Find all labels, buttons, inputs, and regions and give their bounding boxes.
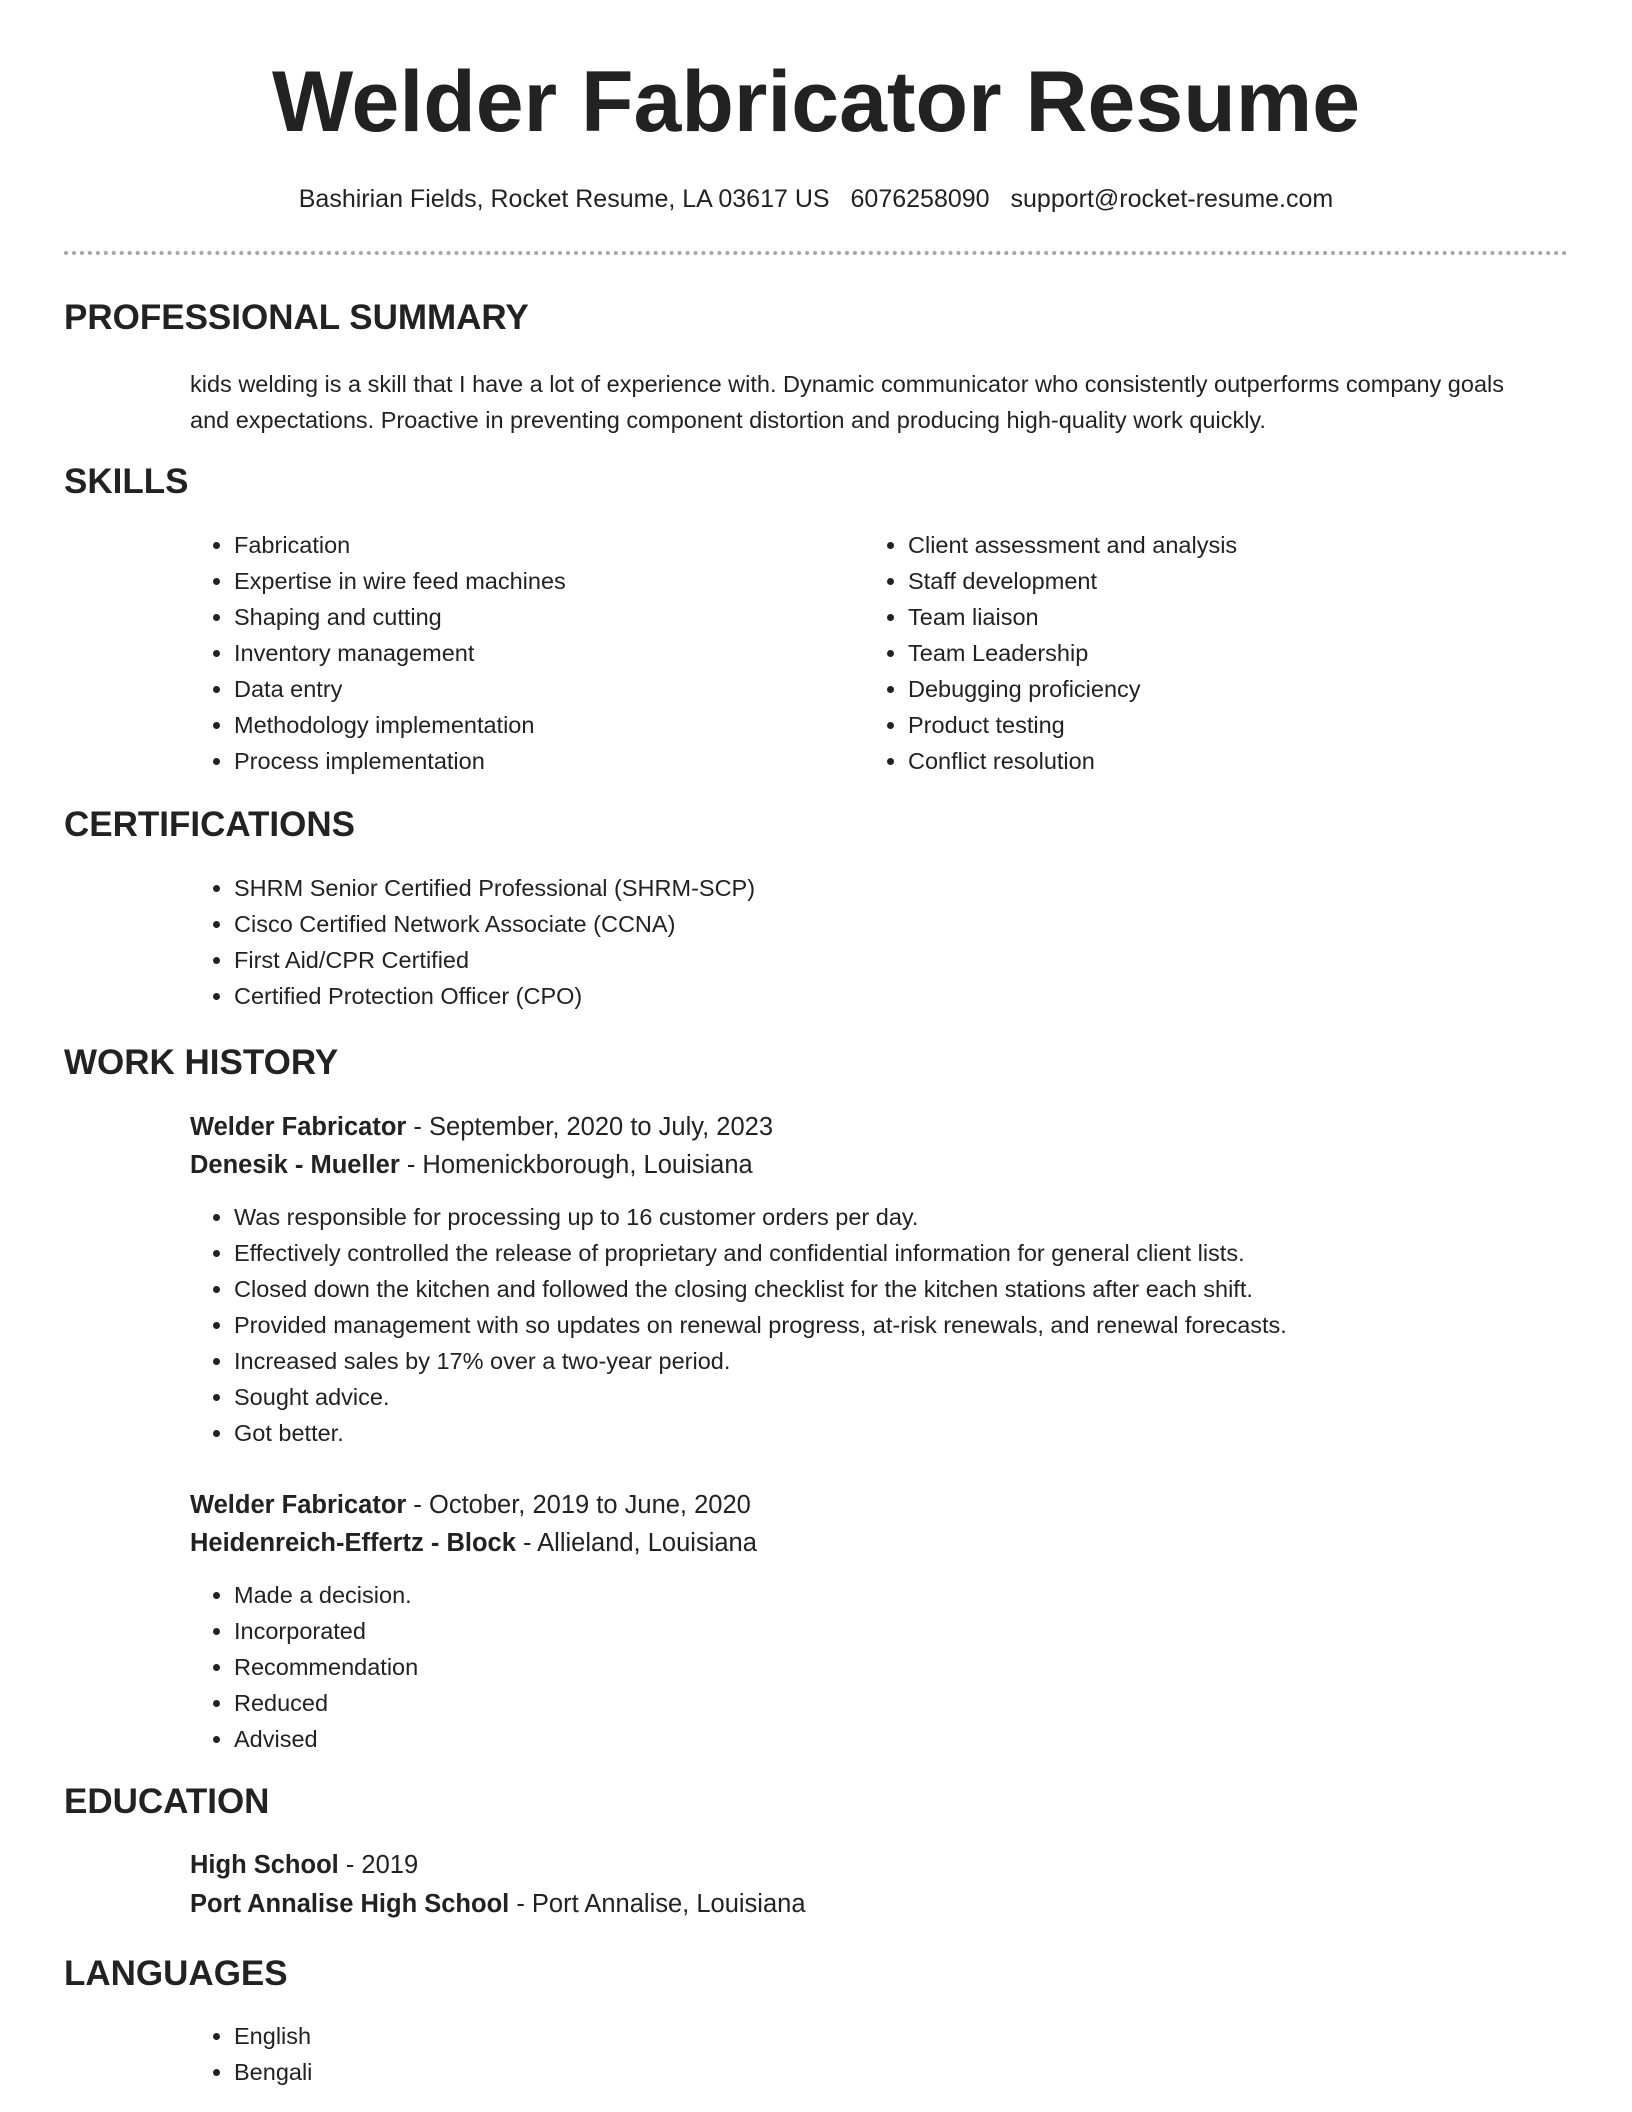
job-bullet: • Recommendation (234, 1649, 418, 1685)
language-item: • Bengali (234, 2054, 312, 2090)
job-1-bullets (190, 1199, 1287, 1451)
job-bullet: • Advised (234, 1721, 418, 1757)
job-bullet: • Closed down the kitchen and followed the closing checklist for the kitchen stations after each shift. (234, 1271, 1287, 1307)
job-bullet: • Reduced (234, 1685, 418, 1721)
skill-item: • Process implementation (234, 743, 566, 779)
education-heading: EDUCATION (64, 1782, 270, 1821)
skill-item: • Team liaison (908, 599, 1237, 635)
job-dates: - October, 2019 to June, 2020 (406, 1491, 751, 1519)
job-2-bullets (190, 1577, 418, 1757)
job-2-company-line (190, 1524, 757, 1562)
certification-item: • First Aid/CPR Certified (234, 942, 755, 978)
job-location: - Allieland, Louisiana (515, 1529, 757, 1557)
education-year: - 2019 (338, 1851, 419, 1879)
summary-heading: PROFESSIONAL SUMMARY (64, 298, 529, 337)
education-school: Port Annalise High School (190, 1890, 510, 1918)
contact-line (0, 182, 1632, 216)
job-bullet: • Got better. (234, 1415, 1287, 1451)
header-divider (64, 251, 1568, 255)
languages-list (190, 2018, 312, 2090)
education-school-line (190, 1885, 806, 1923)
education-degree-line (190, 1846, 418, 1884)
skill-item: • Conflict resolution (908, 743, 1237, 779)
certification-item: • Cisco Certified Network Associate (CCNA) (234, 906, 755, 942)
education-location: - Port Annalise, Louisiana (509, 1890, 806, 1918)
certifications-heading: CERTIFICATIONS (64, 805, 356, 844)
skill-item: • Expertise in wire feed machines (234, 563, 566, 599)
skill-item: • Shaping and cutting (234, 599, 566, 635)
job-location: - Homenickborough, Louisiana (399, 1151, 753, 1179)
job-bullet: • Provided management with so updates on renewal progress, at-risk renewals, and renewal forecasts. (234, 1307, 1287, 1343)
skills-heading: SKILLS (64, 462, 189, 501)
job-2-title-line (190, 1486, 751, 1524)
skill-item: • Inventory management (234, 635, 566, 671)
contact-address: Bashirian Fields, Rocket Resume, LA 03617 US (298, 185, 830, 213)
skill-item: • Data entry (234, 671, 566, 707)
job-bullet: • Incorporated (234, 1613, 418, 1649)
job-bullet: • Was responsible for processing up to 16 customer orders per day. (234, 1199, 1287, 1235)
certifications-list (190, 870, 755, 1014)
job-title: Welder Fabricator (190, 1491, 407, 1519)
job-bullet: • Sought advice. (234, 1379, 1287, 1415)
skills-list-right (864, 527, 1237, 779)
certification-item: • SHRM Senior Certified Professional (SHRM-SCP) (234, 870, 755, 906)
languages-heading: LANGUAGES (64, 1954, 288, 1993)
job-1-company-line (190, 1146, 753, 1184)
skill-item: • Debugging proficiency (908, 671, 1237, 707)
job-company: Heidenreich-Effertz - Block (190, 1529, 516, 1557)
summary-text: kids welding is a skill that I have a lot of experience with. Dynamic communicator who consistently outperforms company goals and expectations. Proactive in preventing component distortion and producing high-quality work quickly. (190, 371, 1504, 433)
skill-item: • Fabrication (234, 527, 566, 563)
certification-item: • Certified Protection Officer (CPO) (234, 978, 755, 1014)
job-bullet: • Made a decision. (234, 1577, 418, 1613)
contact-email[interactable]: support@rocket-resume.com (1010, 185, 1334, 213)
job-bullet: • Increased sales by 17% over a two-year period. (234, 1343, 1287, 1379)
skill-item: • Staff development (908, 563, 1237, 599)
language-item: • English (234, 2018, 312, 2054)
skills-list-left (190, 527, 566, 779)
skill-item: • Client assessment and analysis (908, 527, 1237, 563)
job-dates: - September, 2020 to July, 2023 (406, 1113, 774, 1141)
job-bullet: • Effectively controlled the release of proprietary and confidential information for general client lists. (234, 1235, 1287, 1271)
job-1-title-line (190, 1108, 773, 1146)
skill-item: • Product testing (908, 707, 1237, 743)
job-company: Denesik - Mueller (190, 1151, 400, 1179)
contact-phone: 6076258090 (850, 185, 990, 213)
education-degree: High School (190, 1851, 339, 1879)
resume-title: Welder Fabricator Resume (271, 54, 1361, 150)
work-history-heading: WORK HISTORY (64, 1043, 339, 1082)
skill-item: • Methodology implementation (234, 707, 566, 743)
job-title: Welder Fabricator (190, 1113, 407, 1141)
skill-item: • Team Leadership (908, 635, 1237, 671)
